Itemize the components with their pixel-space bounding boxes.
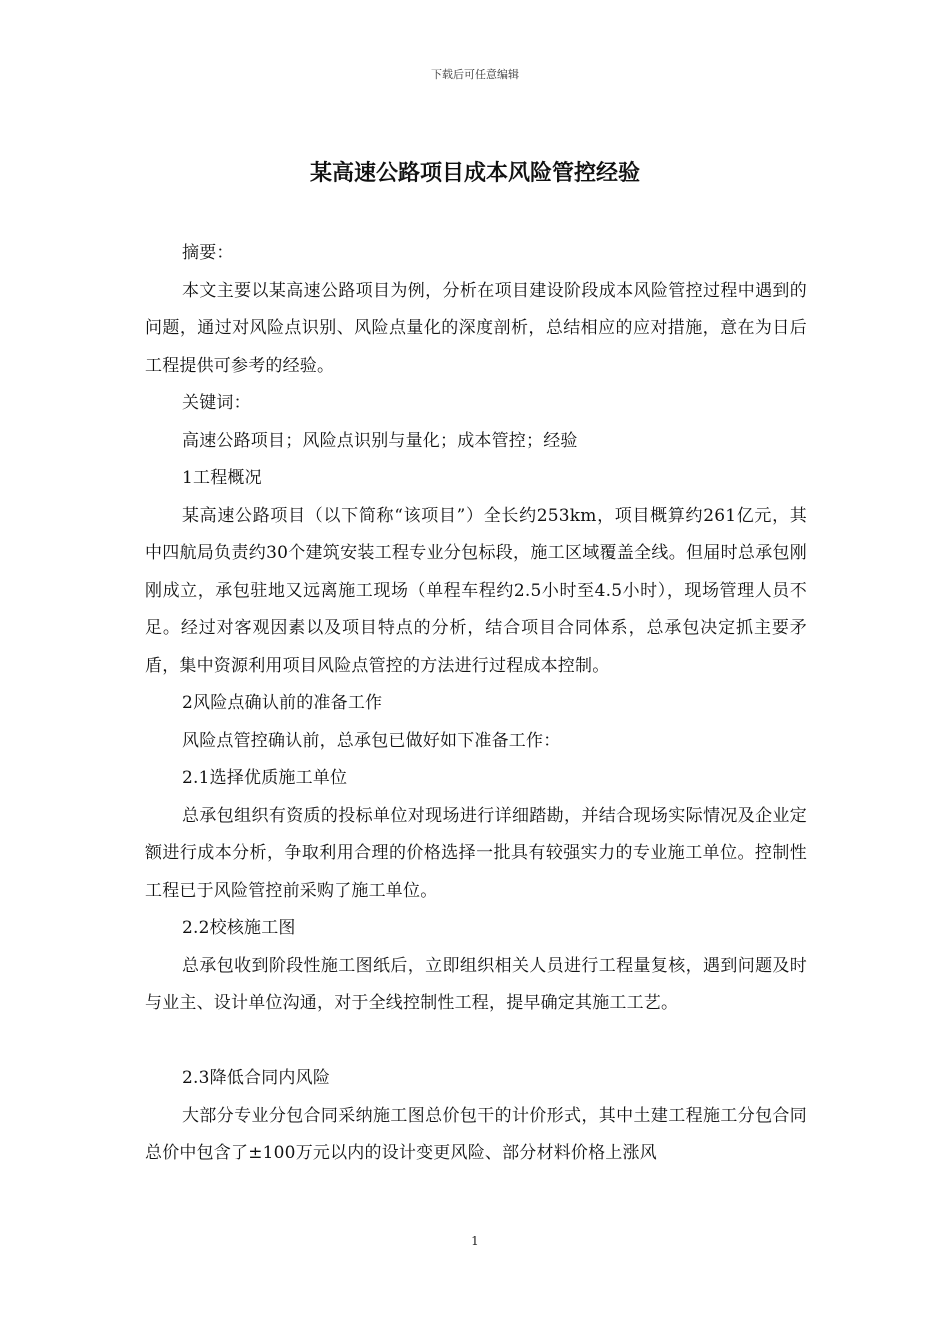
page-number: 1 — [471, 1234, 479, 1248]
project-overview-paragraph: 某高速公路项目（以下简称“该项目”）全长约253km，项目概算约261亿元，其中四航局负责约30个建筑安装工程专业分包标段，施工区域覆盖全线。但届时总承包刚刚成立，承包驻地又远离施工现场（单程车程约2.5小时至4.5小时），现场管理人员不足。经过对客观因素以及项目特点的分析，结合项目合同体系，总承包决定抓主要矛盾，集中资源利用项目风险点管控的方法进行过程成本控制。 — [145, 505, 807, 676]
header-note: 下载后可任意编辑 — [431, 68, 519, 81]
subsection-heading-2-3: 2.3降低合同内风险 — [182, 1068, 331, 1088]
document-title: 某高速公路项目成本风险管控经验 — [309, 160, 640, 186]
blank-line — [145, 1023, 807, 1061]
document-body — [145, 235, 807, 1173]
section-heading-2: 2风险点确认前的准备工作 — [182, 693, 383, 713]
subsection-heading-2-1: 2.1选择优质施工单位 — [182, 768, 348, 788]
keywords-label: 关键词： — [182, 393, 251, 413]
section-heading-1: 1工程概况 — [182, 468, 262, 488]
keywords-paragraph: 高速公路项目；风险点识别与量化；成本管控；经验 — [182, 430, 578, 451]
contractor-selection-paragraph: 总承包组织有资质的投标单位对现场进行详细踏勘，并结合现场实际情况及企业定额进行成本分析，争取利用合理的价格选择一批具有较强实力的专业施工单位。控制性工程已于风险管控前采购了施工单位。 — [145, 805, 807, 901]
abstract-label: 摘要： — [182, 243, 234, 263]
drawing-review-paragraph: 总承包收到阶段性施工图纸后，立即组织相关人员进行工程量复核，遇到问题及时与业主、设计单位沟通，对于全线控制性工程，提早确定其施工工艺。 — [145, 955, 807, 1013]
subsection-heading-2-2: 2.2校核施工图 — [182, 918, 296, 938]
abstract-paragraph: 本文主要以某高速公路项目为例，分析在项目建设阶段成本风险管控过程中遇到的问题，通过对风险点识别、风险点量化的深度剖析，总结相应的应对措施，意在为日后工程提供可参考的经验。 — [145, 280, 807, 376]
contract-risk-paragraph: 大部分专业分包合同采纳施工图总价包干的计价形式，其中土建工程施工分包合同总价中包含了±100万元以内的设计变更风险、部分材料价格上涨风 — [145, 1105, 807, 1163]
preparation-intro-paragraph: 风险点管控确认前，总承包已做好如下准备工作： — [182, 730, 561, 751]
